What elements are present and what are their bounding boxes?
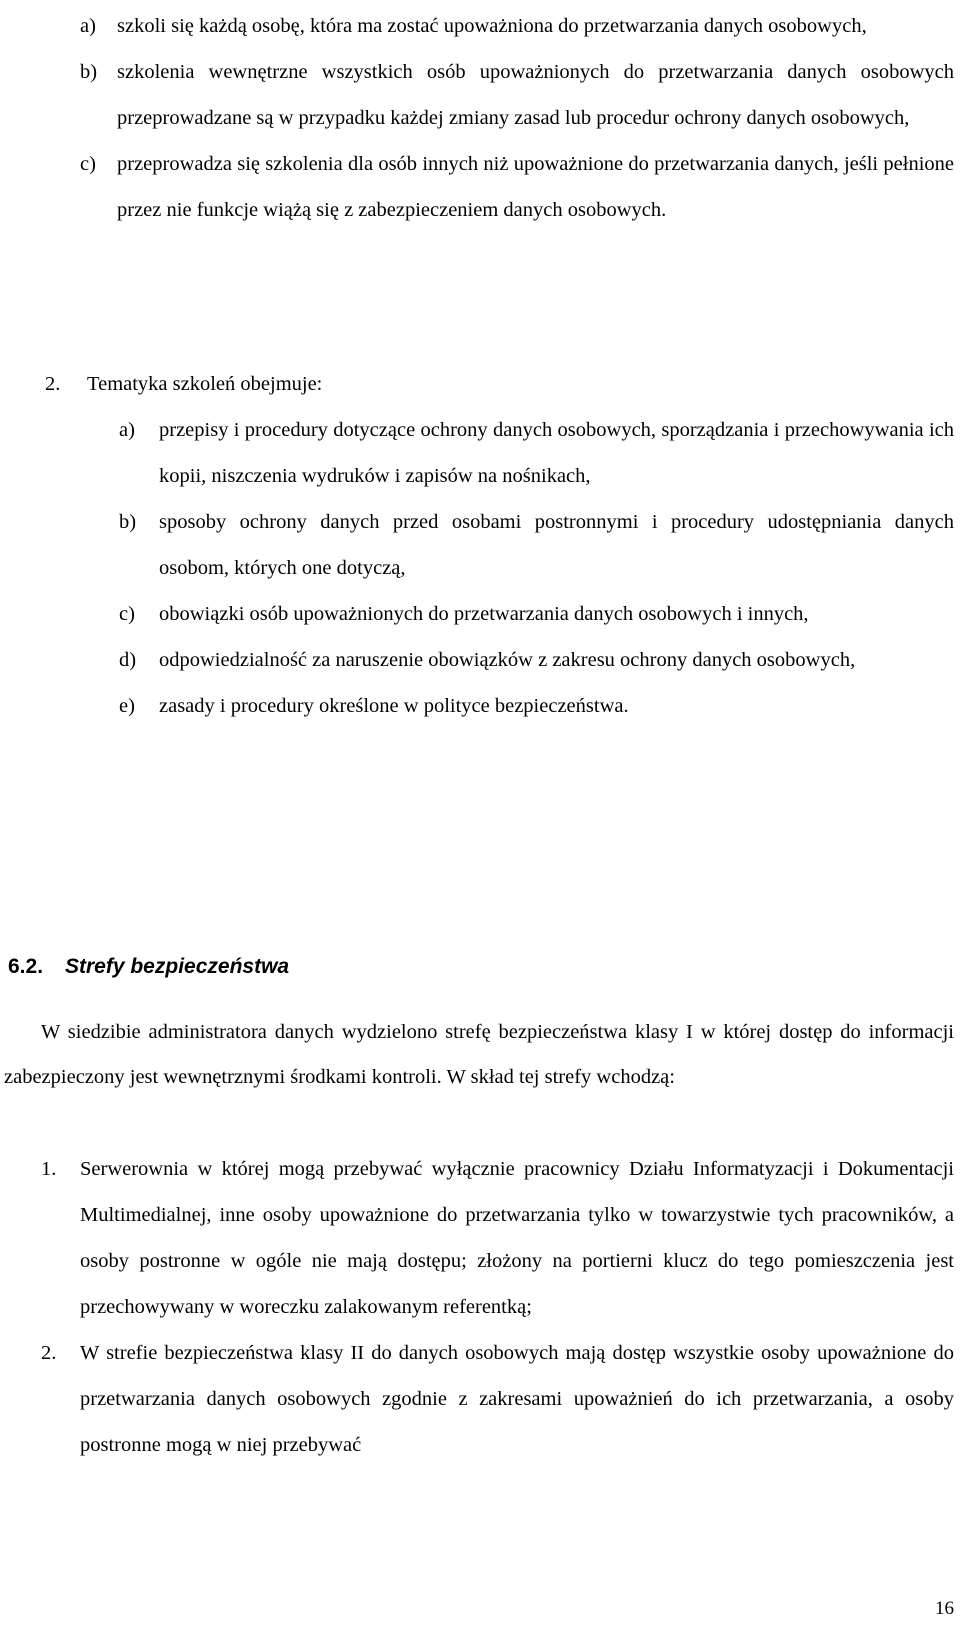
list-item-label: e) bbox=[119, 695, 135, 717]
list-item-text: szkoli się każdą osobę, która ma zostać upoważniona do przetwarzania danych osobowych, bbox=[117, 15, 867, 37]
list-item bbox=[119, 637, 954, 683]
list-item-text: sposoby ochrony danych przed osobami postronnymi i procedury udostępniania danych osobom, których one dotyczą, bbox=[159, 511, 954, 579]
list-item bbox=[119, 499, 954, 591]
list-item-label: d) bbox=[119, 649, 137, 671]
list-item-text: W strefie bezpieczeństwa klasy II do danych osobowych mają dostęp wszystkie osoby upoważnione do przetwarzania danych osobowych zgodnie z zakresami upoważnień do ich przetwarzania, a osoby postronne mogą w niej przebywać bbox=[80, 1342, 954, 1456]
list-item-text: odpowiedzialność za naruszenie obowiązków z zakresu ochrony danych osobowych, bbox=[159, 649, 856, 671]
list-item-label: a) bbox=[119, 419, 135, 441]
point-text: Tematyka szkoleń obejmuje: bbox=[87, 373, 323, 395]
training-topics-list bbox=[119, 407, 954, 729]
list-item-label: 1. bbox=[41, 1158, 57, 1180]
list-item bbox=[41, 1146, 954, 1330]
security-zones-list bbox=[41, 1146, 954, 1468]
body-paragraph: W siedzibie administratora danych wydzielono strefę bezpieczeństwa klasy I w której dostęp do informacji zabezpieczony jest wewnętrznymi środkami kontroli. W skład tej strefy wchodzą: bbox=[4, 1021, 954, 1088]
list-item bbox=[119, 407, 954, 499]
list-item-label: c) bbox=[119, 603, 135, 625]
list-item-text: Serwerownia w której mogą przebywać wyłącznie pracownicy Działu Informatyzacji i Dokumentacji Multimedialnej, inne osoby upoważnione do przetwarzania tylko w towarzystwie tych pracowników, a osoby postronne w ogóle nie mają dostępu; złożony na portierni klucz do tego pomieszczenia jest przechowywany w woreczku zalakowanym referentką; bbox=[80, 1158, 954, 1318]
list-item bbox=[119, 591, 954, 637]
list-item-label: b) bbox=[119, 511, 137, 533]
list-item bbox=[119, 683, 954, 729]
list-item-text: przeprowadza się szkolenia dla osób innych niż upoważnione do przetwarzania danych, jeśli pełnione przez nie funkcje wiążą się z zabezpieczeniem danych osobowych. bbox=[117, 153, 954, 221]
page-number: 16 bbox=[935, 1598, 954, 1619]
section-title: Strefy bezpieczeństwa bbox=[65, 955, 290, 978]
section-number: 6.2. bbox=[8, 955, 44, 978]
section-heading bbox=[8, 955, 289, 979]
list-item-label: a) bbox=[80, 15, 96, 37]
training-rules-list bbox=[80, 3, 954, 233]
list-item-label: b) bbox=[80, 61, 98, 83]
list-item-label: 2. bbox=[41, 1342, 57, 1364]
list-item-text: zasady i procedury określone w polityce bezpieczeństwa. bbox=[159, 695, 629, 717]
list-item-label: c) bbox=[80, 153, 96, 175]
list-item-text: przepisy i procedury dotyczące ochrony danych osobowych, sporządzania i przechowywania ich kopii, niszczenia wydruków i zapisów na nośnikach, bbox=[159, 419, 954, 487]
list-item bbox=[80, 3, 954, 49]
list-item-text: szkolenia wewnętrzne wszystkich osób upoważnionych do przetwarzania danych osobowych przeprowadzane są w przypadku każdej zmiany zasad lub procedur ochrony danych osobowych, bbox=[117, 61, 954, 129]
list-item bbox=[80, 49, 954, 141]
list-item bbox=[41, 1330, 954, 1468]
training-topics-intro bbox=[45, 361, 322, 407]
list-item-text: obowiązki osób upoważnionych do przetwarzania danych osobowych i innych, bbox=[159, 603, 809, 625]
point-number: 2. bbox=[45, 373, 61, 395]
list-item bbox=[80, 141, 954, 233]
